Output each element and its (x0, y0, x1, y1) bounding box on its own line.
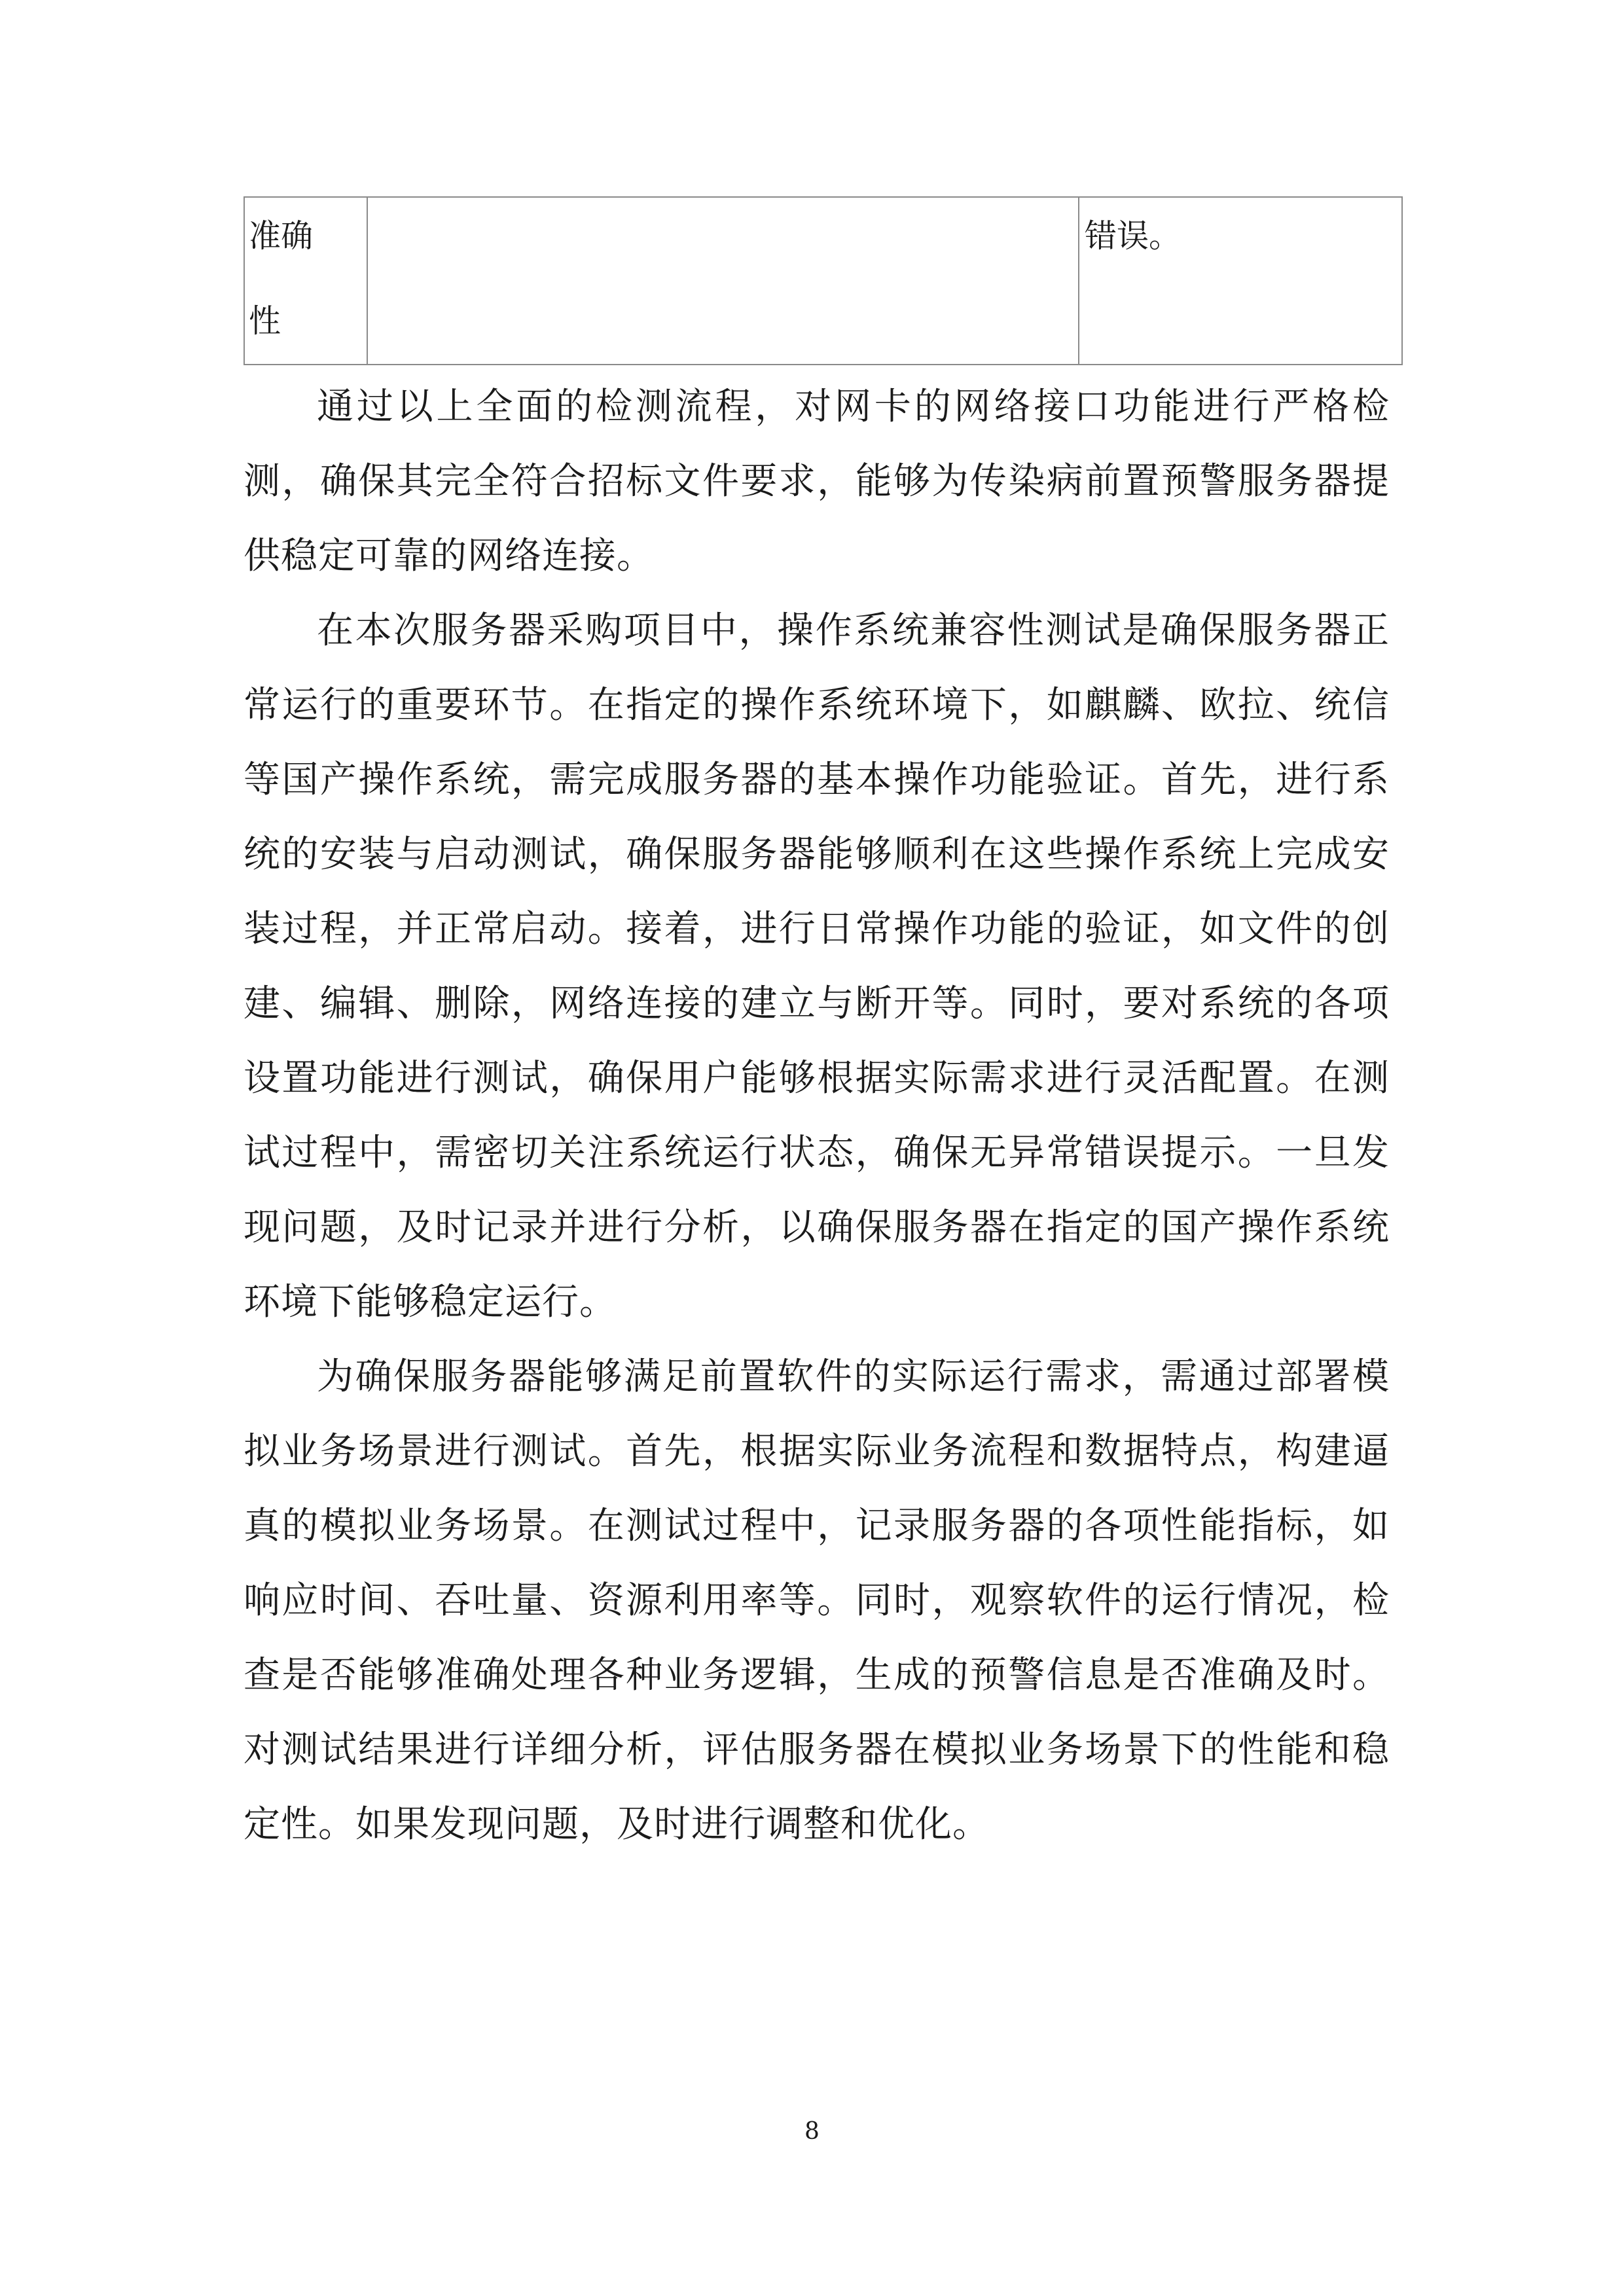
table-cell-criterion (244, 197, 367, 365)
paragraph-os-compatibility: 在本次服务器采购项目中，操作系统兼容性测试是确保服务器正常运行的重要环节。在指定的操作系统环境下，如麒麟、欧拉、统信等国产操作系统，需完成服务器的基本操作功能验证。首先，进行系统的安装与启动测试，确保服务器能够顺利在这些操作系统上完成安装过程，并正常启动。接着，进行日常操作功能的验证，如文件的创建、编辑、删除，网络连接的建立与断开等。同时，要对系统的各项设置功能进行测试，确保用户能够根据实际需求进行灵活配置。在测试过程中，需密切关注系统运行状态，确保无异常错误提示。一旦发现问题，及时记录并进行分析，以确保服务器在指定的国产操作系统环境下能够稳定运行。 (244, 609, 1390, 1323)
criterion-label: 准确性 (249, 217, 314, 340)
body-text (244, 370, 1390, 1862)
table-row (244, 197, 1402, 365)
table-cell-description (367, 197, 1079, 365)
page-number: 8 (804, 2118, 820, 2145)
paragraph-network-summary: 通过以上全面的检测流程，对网卡的网络接口功能进行严格检测，确保其完全符合招标文件要求，能够为传染病前置预警服务器提供稳定可靠的网络连接。 (244, 386, 1390, 577)
continued-table-fragment (244, 196, 1403, 365)
result-text: 错误。 (1085, 217, 1182, 255)
paragraph-business-simulation: 为确保服务器能够满足前置软件的实际运行需求，需通过部署模拟业务场景进行测试。首先，根据实际业务流程和数据特点，构建逼真的模拟业务场景。在测试过程中，记录服务器的各项性能指标，如响应时间、吞吐量、资源利用率等。同时，观察软件的运行情况，检查是否能够准确处理各种业务逻辑，生成的预警信息是否准确及时。对测试结果进行详细分析，评估服务器在模拟业务场景下的性能和稳定性。如果发现问题，及时进行调整和优化。 (244, 1355, 1390, 1846)
table-cell-result (1079, 197, 1402, 365)
